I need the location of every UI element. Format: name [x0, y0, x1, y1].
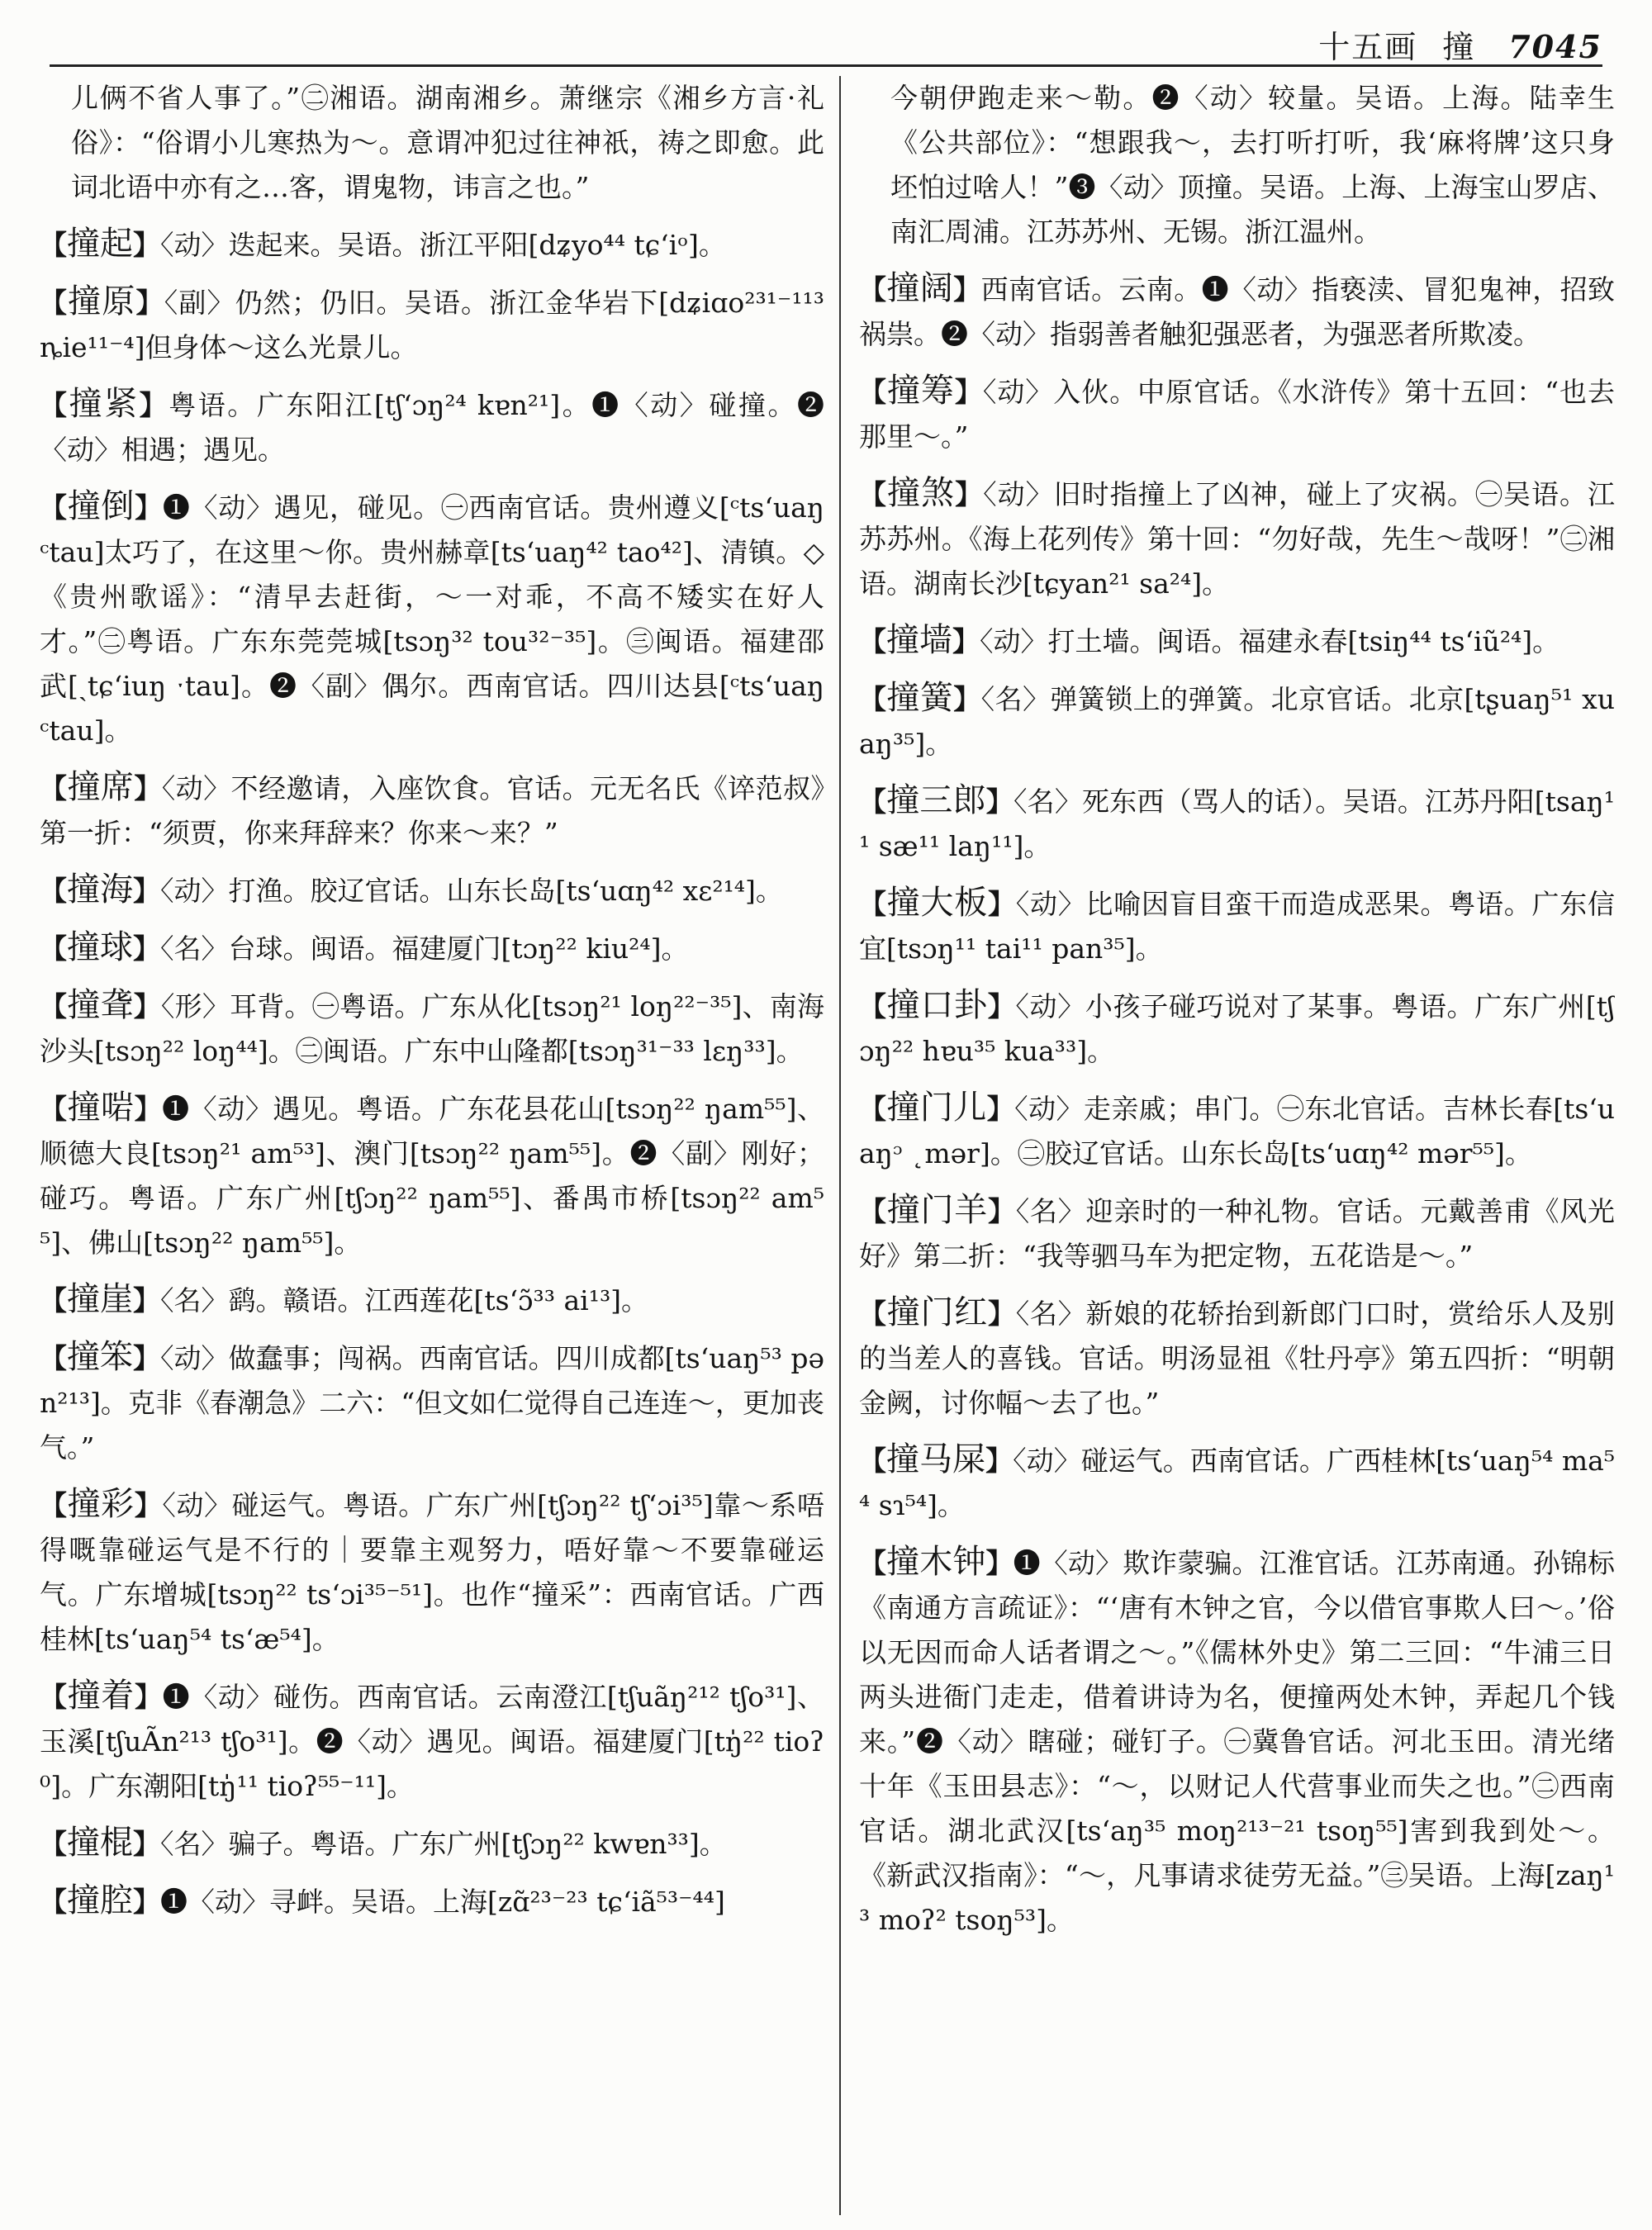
headword-bracket: 【 [859, 888, 887, 920]
entry-headword: 撞聋 [67, 986, 134, 1024]
entry-headword: 撞着 [67, 1677, 135, 1715]
entry-headword: 撞簧 [886, 679, 954, 717]
entry-definition: 〈动〉比喻因盲目蛮干而造成恶果。粤语。广东信宜[tsɔŋ¹¹ tai¹¹ pan³⁵]。 [859, 888, 1615, 965]
header-right [1318, 21, 1602, 67]
entry-headword: 撞啱 [67, 1089, 135, 1127]
headword-bracket: 【 [40, 1093, 68, 1125]
entry-definition: 〈名〉台球。闽语。福建厦门[tɔŋ²² kiu²⁴]。 [160, 932, 689, 965]
dictionary-entry [40, 765, 824, 856]
headword-bracket: 【 [40, 875, 67, 907]
headword-bracket: 【 [40, 1681, 68, 1713]
headword-bracket: 】 [133, 932, 160, 965]
headword-bracket: 【 [859, 625, 886, 657]
headword-bracket: 【 [40, 1886, 67, 1918]
page-number: 7045 [1508, 28, 1602, 65]
dictionary-entry [859, 676, 1615, 766]
headword-bracket: 】 [133, 875, 160, 907]
headword-bracket: 【 [40, 389, 69, 421]
entry-definition: ❶〈动〉碰伤。西南官话。云南澄江[tʃuãŋ²¹² tʃo³¹]、玉溪[tʃuÃn²¹³ tʃo³¹]。❷〈动〉遇见。闽语。福建厦门[tŋ̍²² tioʔ⁰]。广东潮阳[tŋ̍¹¹ tioʔ⁵⁵⁻¹¹]。 [40, 1681, 824, 1802]
headword-bracket: 】 [134, 1681, 163, 1713]
entry-headword: 撞筹 [886, 372, 955, 410]
entry-headword: 撞阔 [886, 269, 954, 307]
stroke-section-label: 十五画 [1318, 29, 1418, 65]
dictionary-entry [859, 983, 1615, 1074]
headword-bracket: 】 [134, 1489, 163, 1521]
entry-headword: 撞原 [68, 282, 136, 320]
entry-headword: 撞木钟 [886, 1543, 986, 1581]
headword-bracket: 】 [954, 376, 983, 408]
entry-headword: 撞棍 [67, 1824, 133, 1862]
entry-definition: 粤语。广东阳江[tʃʻɔŋ²⁴ kɐn²¹]。❶〈动〉碰撞。❷〈动〉相遇；遇见。 [40, 389, 824, 466]
headword-bracket: 】 [985, 785, 1014, 818]
headword-bracket: 】 [134, 772, 162, 804]
entry-definition: 〈形〉耳背。㊀粤语。广东从化[tsɔŋ²¹ loŋ²²⁻³⁵]、南海沙头[tsɔŋ²² loŋ⁴⁴]。㊁闽语。广东中山隆都[tsɔŋ³¹⁻³³ lɛŋ³³]。 [40, 990, 824, 1067]
dictionary-entry [859, 1188, 1615, 1279]
entry-headword: 撞门红 [886, 1293, 988, 1331]
dictionary-entry [859, 368, 1615, 459]
entry-definition: 〈动〉旧时指撞上了凶神，碰上了灾祸。㊀吴语。江苏苏州。《海上花列传》第十回：“勿好哉，先生～哉呀！”㊁湘语。湖南长沙[tɕyan²¹ sa²⁴]。 [859, 478, 1615, 600]
headword-bracket: 【 [40, 1828, 67, 1860]
dictionary-entry [859, 618, 1615, 664]
headword-bracket: 】 [135, 491, 163, 524]
running-header [50, 18, 1602, 67]
headword-bracket: 【 [40, 287, 69, 319]
continued-entry [859, 76, 1615, 254]
headword-bracket: 【 [40, 1489, 68, 1521]
dictionary-entry [40, 1335, 824, 1470]
entry-definition: 儿俩不省人事了。”㊁湘语。湖南湘乡。萧继宗《湘乡方言·礼俗》：“俗谓小儿寒热为～。意谓冲犯过往神祇，祷之即愈。此词北语中亦有之…客，谓鬼物，讳言之也。” [71, 82, 824, 203]
dictionary-entry [40, 484, 824, 753]
headword-bracket: 】 [133, 990, 161, 1022]
headword-bracket: 【 [859, 1445, 887, 1477]
headword-bracket: 【 [859, 785, 887, 818]
entry-definition: 〈动〉打渔。胶辽官话。山东长岛[tsʻuɑŋ⁴² xɛ²¹⁴]。 [160, 875, 783, 907]
headword-bracket: 】 [985, 1445, 1014, 1477]
entry-headword: 撞门儿 [886, 1089, 987, 1127]
entry-definition: 〈动〉不经邀请，入座饮食。官话。元无名氏《谇范叔》第一折：“须贾，你来拜辞来？你来～来？” [40, 772, 824, 849]
headword-bracket: 】 [139, 389, 169, 421]
entry-headword: 撞三郎 [886, 781, 986, 819]
entry-headword: 撞球 [67, 928, 133, 966]
entry-headword: 撞笨 [67, 1338, 134, 1376]
entry-headword: 撞大板 [886, 884, 988, 922]
entry-definition: 〈动〉迭起来。吴语。浙江平阳[dʑyo⁴⁴ tɕʻiᵒ]。 [160, 229, 726, 261]
headword-bracket: 】 [133, 1886, 160, 1918]
dictionary-entry [859, 266, 1615, 357]
entry-definition: 西南官话。云南。❶〈动〉指亵渎、冒犯鬼神，招致祸祟。❷〈动〉指弱善者触犯强恶者，为强恶者所欺凌。 [859, 273, 1615, 350]
entry-headword: 撞煞 [887, 474, 956, 512]
entry-headword: 撞墙 [886, 621, 952, 659]
entry-headword: 撞马屎 [886, 1440, 986, 1478]
headword-bracket: 【 [859, 478, 888, 510]
entry-definition: 〈动〉打土墙。闽语。福建永春[tsiŋ⁴⁴ tsʻiũ²⁴]。 [980, 625, 1560, 657]
entry-headword: 撞起 [67, 225, 133, 263]
entry-headword: 撞口卦 [886, 986, 988, 1024]
headword-bracket: 【 [859, 376, 887, 408]
entry-headword: 撞崖 [67, 1280, 133, 1318]
entry-definition: ❶〈动〉欺诈蒙骗。江淮官话。江苏南通。孙锦标《南通方言疏证》：“‘唐有木钟之官，今以借官事欺人曰～。’俗以无因而命人话者谓之～。”《儒林外史》第二三回：“牛浦三日两头进衙门走走，借着讲诗为名，便撞两处木钟，弄起几个钱来。”❷〈动〉瞎碰；碰钉子。㊀冀鲁官话。河北玉田。清光绪十年《玉田县志》：“～，以财记人代营事业而失之也。”㊁西南官话。湖北武汉[tsʻaŋ³⁵ moŋ²¹³⁻²¹ tsoŋ⁵⁵]害到我到处～。《新武汉指南》：“～，凡事请求徒劳无益。”㊂吴语。上海[zaŋ¹³ moʔ² tsoŋ⁵³]。 [859, 1547, 1615, 1936]
headword-bracket: 【 [40, 1342, 68, 1374]
headword-bracket: 】 [986, 1093, 1015, 1125]
dictionary-entry [40, 867, 824, 913]
entry-definition: 〈名〉骗子。粤语。广东广州[tʃɔŋ²² kwɐn³³]。 [160, 1828, 727, 1860]
dictionary-entry [40, 279, 824, 370]
entry-definition: 〈名〉鹞。赣语。江西莲花[tsʻɔ̃³³ ai¹³]。 [160, 1284, 649, 1317]
headword-bracket: 】 [133, 1828, 160, 1860]
dictionary-entry [40, 382, 824, 472]
dictionary-entry [40, 1878, 824, 1924]
entry-definition: 〈动〉小孩子碰巧说对了某事。粤语。广东广州[tʃɔŋ²² hɐu³⁵ kua³³]。 [859, 990, 1615, 1067]
dictionary-entry [40, 1085, 824, 1265]
headword-bracket: 】 [134, 1093, 163, 1125]
headword-bracket: 【 [40, 229, 67, 261]
headword-bracket: 】 [953, 683, 981, 715]
headword-bracket: 【 [859, 1298, 887, 1330]
dictionary-entry [859, 778, 1615, 869]
dictionary-entry [40, 983, 824, 1074]
dictionary-entry [859, 471, 1615, 606]
dictionary-entry [859, 1540, 1615, 1943]
entry-definition: 〈动〉走亲戚；串门。㊀东北官话。吉林长春[tsʻuaŋᵓ ˛mər]。㊁胶辽官话。山东长岛[tsʻuɑŋ⁴² mər⁵⁵]。 [859, 1093, 1615, 1170]
dictionary-entry [40, 1673, 824, 1809]
headword-bracket: 】 [133, 1342, 161, 1374]
headword-bracket: 【 [859, 990, 887, 1022]
headword-bracket: 【 [859, 273, 887, 306]
entry-headword: 撞彩 [67, 1485, 135, 1523]
right-column [859, 76, 1615, 2215]
headword-bracket: 【 [40, 990, 68, 1022]
headword-bracket: 】 [988, 1195, 1016, 1227]
headword-bracket: 【 [859, 1195, 887, 1227]
headword-bracket: 】 [988, 1298, 1016, 1330]
headword-bracket: 】 [985, 1547, 1014, 1579]
entry-headword: 撞腔 [67, 1881, 133, 1919]
entry-definition: 〈动〉碰运气。粤语。广东广州[tʃɔŋ²² tʃʻɔi³⁵]靠～系唔得嘅靠碰运气是不行的｜要靠主观努力，唔好靠～不要靠碰运气。广东增城[tsɔŋ²² tsʻɔi³⁵⁻⁵¹]。也作“撞采”：西南官话。广西桂林[tsʻuaŋ⁵⁴ tsʻæ⁵⁴]。 [40, 1489, 824, 1655]
entry-headword: 撞席 [67, 768, 135, 806]
headword-bracket: 】 [955, 478, 984, 510]
dictionary-entry [859, 1290, 1615, 1426]
headword-bracket: 【 [40, 772, 68, 804]
entry-definition: ❶〈动〉遇见。粤语。广东花县花山[tsɔŋ²² ŋam⁵⁵]、顺德大良[tsɔŋ²¹ am⁵³]、澳门[tsɔŋ²² ŋam⁵⁵]。❷〈副〉刚好；碰巧。粤语。广东广州[tʃɔŋ²² ŋam⁵⁵]、番禺市桥[tsɔŋ²² am⁵⁵]、佛山[tsɔŋ²² ŋam⁵⁵]。 [40, 1093, 824, 1259]
headword-bracket: 】 [952, 625, 980, 657]
column-divider [839, 76, 841, 2215]
entry-definition: 〈名〉死东西（骂人的话）。吴语。江苏丹阳[tsaŋ¹¹ sæ¹¹ laŋ¹¹]。 [859, 785, 1615, 862]
dictionary-entry [40, 1820, 824, 1867]
continued-entry [40, 76, 824, 210]
headword-bracket: 】 [133, 1284, 160, 1317]
headword-bracket: 】 [133, 229, 160, 261]
entry-definition: 〈名〉新娘的花轿抬到新郎门口时，赏给乐人及别的当差人的喜钱。官话。明汤显祖《牡丹亭》第五四折：“明朝金阙，讨你幅～去了也。” [859, 1298, 1615, 1419]
headword-bracket: 【 [859, 1093, 887, 1125]
dictionary-entry [859, 880, 1615, 971]
entry-definition: ❶〈动〉寻衅。吴语。上海[zɑ̃²³⁻²³ tɕʻiã⁵³⁻⁴⁴] [160, 1886, 725, 1918]
headword-bracket: 【 [40, 932, 67, 965]
headword-bracket: 】 [135, 287, 164, 319]
entry-definition: 〈动〉做蠢事；闯祸。西南官话。四川成都[tsʻuaŋ⁵³ pən²¹³]。克非《春潮急》二六：“但文如仁觉得自己连连～，更加丧气。” [40, 1342, 824, 1464]
headword-bracket: 【 [859, 683, 887, 715]
entry-definition: 〈动〉碰运气。西南官话。广西桂林[tsʻuaŋ⁵⁴ ma⁵⁴ sɿ⁵⁴]。 [859, 1445, 1615, 1521]
headword-bracket: 【 [40, 1284, 67, 1317]
entry-definition: 〈名〉弹簧锁上的弹簧。北京官话。北京[tʂuaŋ⁵¹ xuaŋ³⁵]。 [859, 683, 1615, 760]
entry-definition: 〈副〉仍然；仍旧。吴语。浙江金华岩下[dʑiɑo²³¹⁻¹¹³ ȵie¹¹⁻⁴]但身体～这么光景儿。 [40, 287, 824, 363]
headword-bracket: 】 [953, 273, 981, 306]
headword-bracket: 】 [988, 888, 1016, 920]
dictionary-entry [859, 1437, 1615, 1528]
entry-headword: 撞倒 [67, 487, 135, 525]
entry-definition: ❶〈动〉遇见，碰见。㊀西南官话。贵州遵义[ᶜtsʻuaŋ ᶜtau]太巧了，在这里～你。贵州赫章[tsʻuaŋ⁴² tao⁴²]、清镇。◇《贵州歌谣》：“清早去赶街，～一对乖，不高不矮实在好人才。”㊁粤语。广东东莞莞城[tsɔŋ³² tou³²⁻³⁵]。㊂闽语。福建邵武[ˏtɕʻiuŋ ˑtau]。❷〈副〉偶尔。西南官话。四川达县[ᶜtsʻuaŋ ᶜtau]。 [40, 491, 824, 747]
dictionary-entry [40, 925, 824, 971]
entry-definition: 〈动〉入伙。中原官话。《水浒传》第十五回：“也去那里～。” [859, 376, 1615, 453]
dictionary-entry [859, 1085, 1615, 1176]
headword-bracket: 【 [40, 491, 68, 524]
headword-bracket: 【 [859, 1547, 887, 1579]
dictionary-entry [40, 221, 824, 268]
entry-headword: 撞门羊 [886, 1191, 988, 1229]
header-character: 撞 [1442, 29, 1474, 65]
entry-headword: 撞海 [67, 871, 133, 909]
dictionary-entry [40, 1482, 824, 1662]
entry-definition: 今朝伊跑走来～勒。❷〈动〉较量。吴语。上海。陆幸生《公共部位》：“想跟我～，去打听打听，我‘麻将牌’这只身坯怕过啥人！”❸〈动〉顶撞。吴语。上海、上海宝山罗店、南汇周浦。江苏苏州、无锡。浙江温州。 [890, 82, 1615, 248]
headword-bracket: 】 [987, 990, 1016, 1022]
entry-definition: 〈名〉迎亲时的一种礼物。官话。元戴善甫《风光好》第二折：“我等驷马车为把定物，五花诰是～。” [859, 1195, 1615, 1272]
left-column [40, 76, 824, 2215]
dictionary-entry [40, 1277, 824, 1323]
entry-headword: 撞紧 [69, 385, 140, 423]
